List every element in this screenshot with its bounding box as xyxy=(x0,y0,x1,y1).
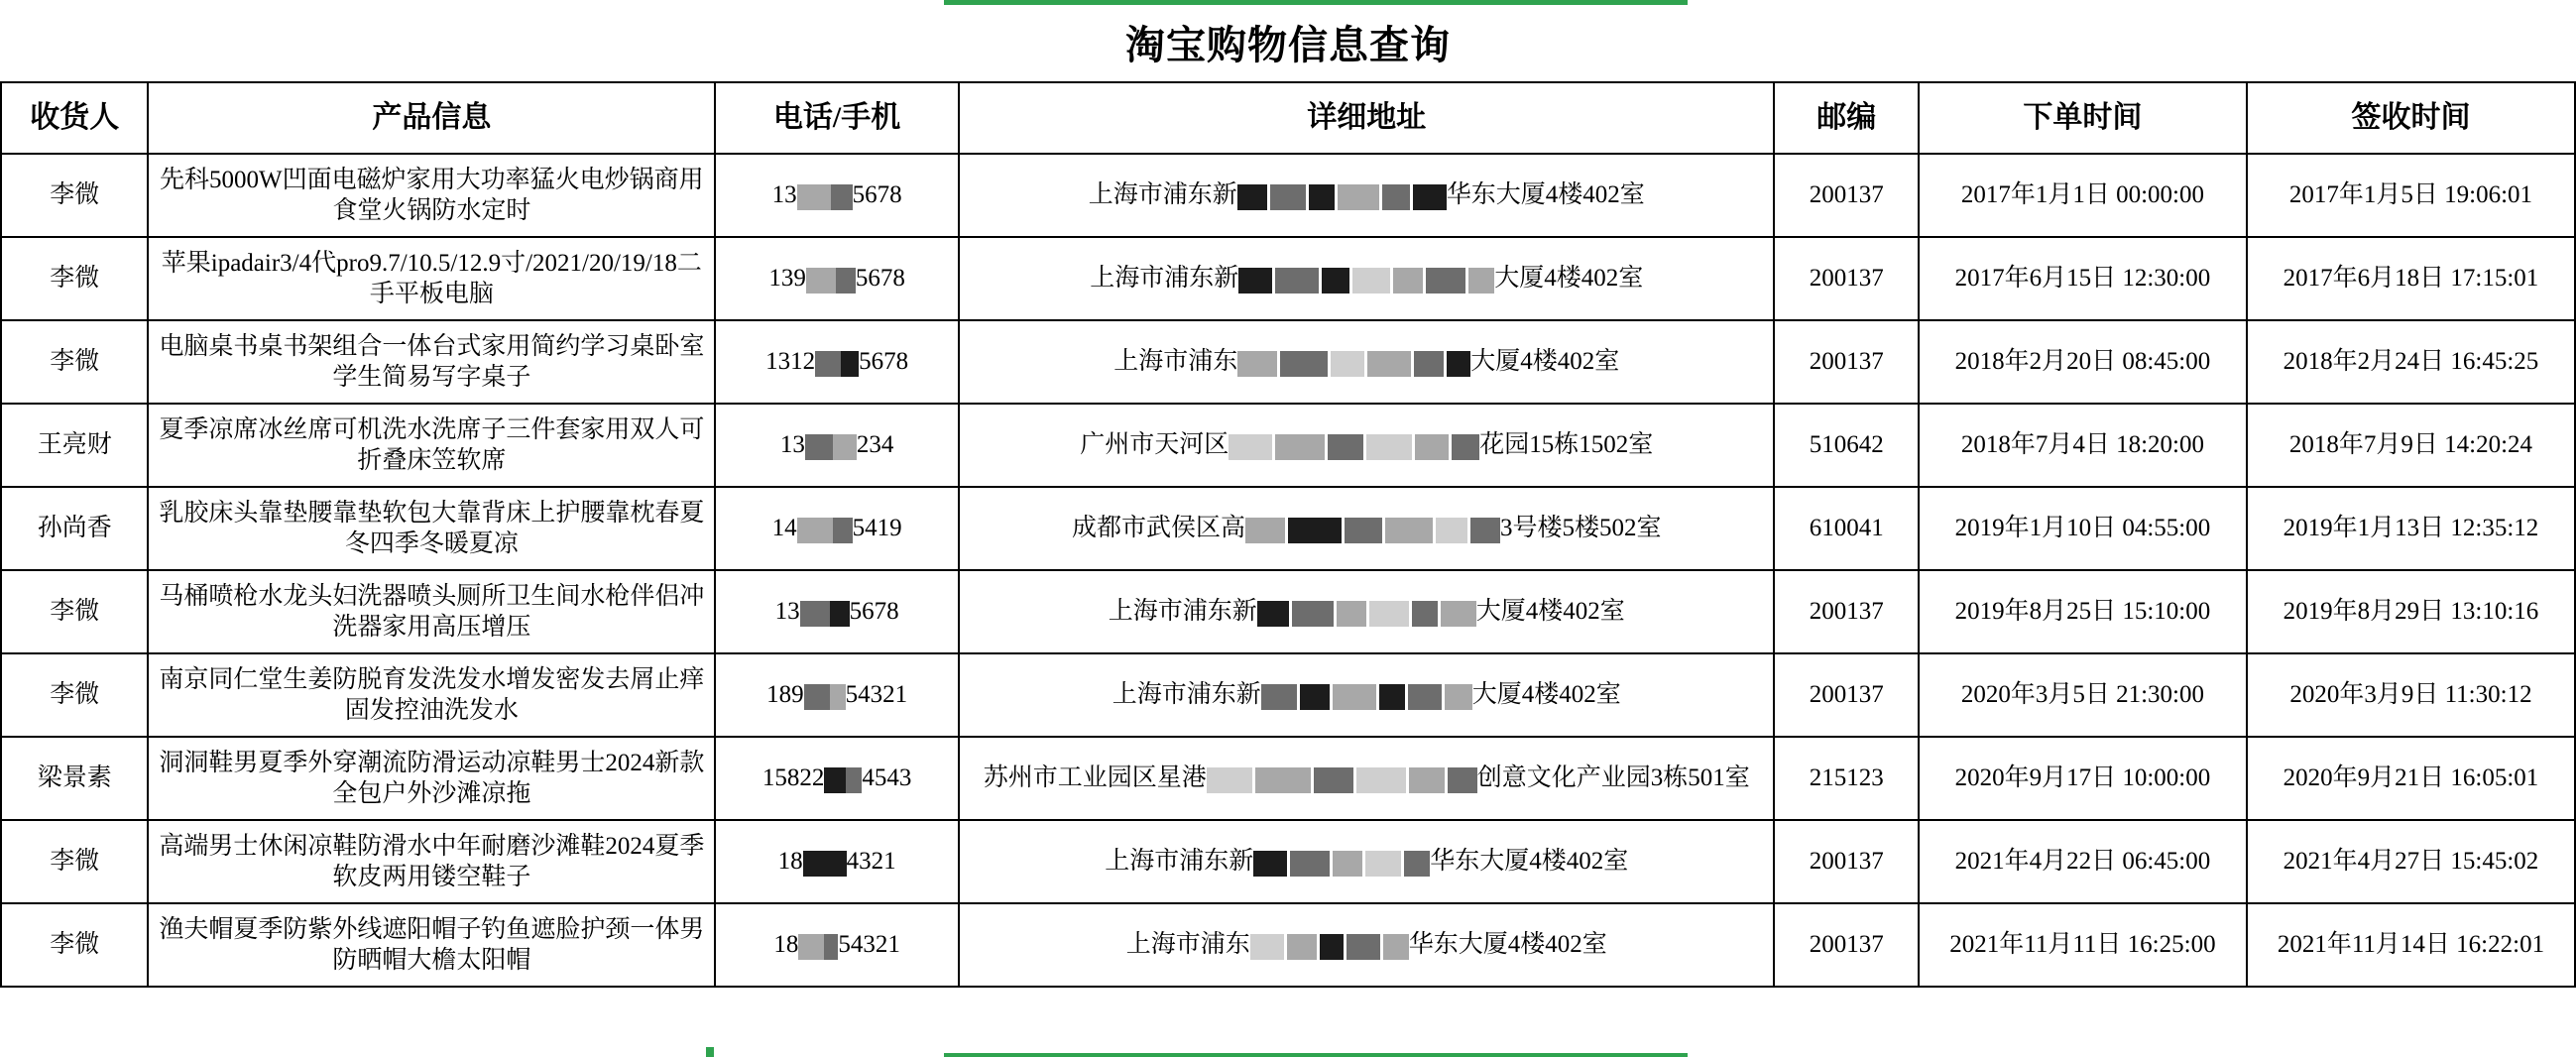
cell-recipient: 李微 xyxy=(1,820,148,903)
address-suffix: 大厦4楼402室 xyxy=(1471,681,1621,709)
cell-order-time: 2018年7月4日 18:20:00 xyxy=(1919,404,2247,487)
redaction-block xyxy=(841,351,859,377)
cell-sign-time: 2020年9月21日 16:05:01 xyxy=(2247,737,2575,820)
address-prefix: 上海市浦东新 xyxy=(1108,598,1257,626)
address-prefix: 广州市天河区 xyxy=(1080,431,1229,459)
redaction-block xyxy=(830,601,850,627)
table-row xyxy=(1,570,2575,653)
cell-zip: 610041 xyxy=(1774,487,1918,570)
address-redaction xyxy=(1257,601,1476,627)
cell-zip: 200137 xyxy=(1774,320,1918,404)
cell-sign-time: 2021年11月14日 16:22:01 xyxy=(2247,903,2575,987)
address-suffix: 大厦4楼402室 xyxy=(1475,598,1625,626)
cell-order-time: 2021年4月22日 06:45:00 xyxy=(1919,820,2247,903)
cell-phone xyxy=(715,154,959,237)
cell-phone xyxy=(715,404,959,487)
column-header-address: 详细地址 xyxy=(959,82,1775,154)
cell-product: 夏季凉席冰丝席可机洗水洗席子三件套家用双人可折叠床笠软席 xyxy=(148,404,715,487)
cell-product: 乳胶床头靠垫腰靠垫软包大靠背床上护腰靠枕春夏冬四季冬暖夏凉 xyxy=(148,487,715,570)
cell-product: 马桶喷枪水龙头妇洗器喷头厕所卫生间水枪伴侣冲洗器家用高压增压 xyxy=(148,570,715,653)
redaction-block xyxy=(824,767,846,793)
cell-phone xyxy=(715,737,959,820)
cell-order-time: 2020年3月5日 21:30:00 xyxy=(1919,653,2247,737)
phone-suffix: 5419 xyxy=(852,515,902,542)
cell-recipient: 李微 xyxy=(1,237,148,320)
cell-order-time: 2021年11月11日 16:25:00 xyxy=(1919,903,2247,987)
redaction-block xyxy=(804,684,830,710)
cell-phone xyxy=(715,237,959,320)
address-redaction xyxy=(1261,684,1472,710)
address-redaction xyxy=(1253,851,1430,877)
cell-zip: 200137 xyxy=(1774,570,1918,653)
address-prefix: 上海市浦东新 xyxy=(1088,181,1237,209)
cell-order-time: 2017年1月1日 00:00:00 xyxy=(1919,154,2247,237)
orders-table xyxy=(0,81,2576,988)
cell-phone xyxy=(715,570,959,653)
cell-zip: 215123 xyxy=(1774,737,1918,820)
column-header-sign-time: 签收时间 xyxy=(2247,82,2575,154)
cell-address xyxy=(959,320,1775,404)
redaction-block xyxy=(798,934,824,960)
cell-address xyxy=(959,903,1775,987)
cell-sign-time: 2021年4月27日 15:45:02 xyxy=(2247,820,2575,903)
table-row xyxy=(1,820,2575,903)
redaction-block xyxy=(830,684,846,710)
cell-phone xyxy=(715,487,959,570)
cell-order-time: 2017年6月15日 12:30:00 xyxy=(1919,237,2247,320)
address-prefix: 上海市浦东新 xyxy=(1105,848,1254,876)
address-suffix: 华东大厦4楼402室 xyxy=(1430,848,1629,876)
bottom-accent-mark xyxy=(706,1047,714,1057)
address-suffix: 花园15栋1502室 xyxy=(1479,431,1654,459)
column-header-product: 产品信息 xyxy=(148,82,715,154)
table-row xyxy=(1,154,2575,237)
address-suffix: 创意文化产业园3栋501室 xyxy=(1476,764,1750,792)
cell-zip: 200137 xyxy=(1774,154,1918,237)
column-header-phone: 电话/手机 xyxy=(715,82,959,154)
cell-order-time: 2019年8月25日 15:10:00 xyxy=(1919,570,2247,653)
redaction-block xyxy=(846,767,862,793)
cell-sign-time: 2018年7月9日 14:20:24 xyxy=(2247,404,2575,487)
cell-order-time: 2019年1月10日 04:55:00 xyxy=(1919,487,2247,570)
cell-address xyxy=(959,570,1775,653)
phone-suffix: 4321 xyxy=(846,848,896,876)
phone-suffix: 5678 xyxy=(855,265,905,293)
table-row xyxy=(1,653,2575,737)
column-header-order-time: 下单时间 xyxy=(1919,82,2247,154)
address-suffix: 3号楼5楼502室 xyxy=(1499,515,1662,542)
column-header-recipient: 收货人 xyxy=(1,82,148,154)
data-table-container xyxy=(0,81,2576,988)
address-prefix: 上海市浦东 xyxy=(1113,348,1238,376)
address-prefix: 苏州市工业园区星港 xyxy=(983,764,1207,792)
cell-recipient: 李微 xyxy=(1,653,148,737)
redaction-block xyxy=(833,518,853,543)
phone-prefix: 13 xyxy=(771,181,797,209)
redaction-block xyxy=(824,934,838,960)
redaction-block xyxy=(805,434,833,460)
table-row xyxy=(1,237,2575,320)
cell-address xyxy=(959,154,1775,237)
table-row xyxy=(1,903,2575,987)
page-title: 淘宝购物信息查询 xyxy=(1125,23,1451,67)
cell-product: 苹果ipadair3/4代pro9.7/10.5/12.9寸/2021/20/19/18二手平板电脑 xyxy=(148,237,715,320)
table-row xyxy=(1,404,2575,487)
cell-recipient: 李微 xyxy=(1,154,148,237)
address-prefix: 上海市浦东新 xyxy=(1090,265,1239,293)
address-suffix: 华东大厦4楼402室 xyxy=(1446,181,1645,209)
cell-address xyxy=(959,820,1775,903)
redaction-block xyxy=(833,434,857,460)
phone-prefix: 15822 xyxy=(761,764,825,792)
cell-sign-time: 2017年1月5日 19:06:01 xyxy=(2247,154,2575,237)
cell-product: 先科5000W凹面电磁炉家用大功率猛火电炒锅商用食堂火锅防水定时 xyxy=(148,154,715,237)
cell-address xyxy=(959,737,1775,820)
phone-prefix: 18 xyxy=(773,931,799,959)
cell-phone xyxy=(715,320,959,404)
address-prefix: 成都市武侯区高 xyxy=(1071,515,1245,542)
address-redaction xyxy=(1250,934,1409,960)
phone-prefix: 13 xyxy=(779,431,805,459)
cell-product: 南京同仁堂生姜防脱育发洗发水增发密发去屑止痒固发控油洗发水 xyxy=(148,653,715,737)
phone-prefix: 18 xyxy=(777,848,803,876)
phone-prefix: 14 xyxy=(771,515,797,542)
table-row xyxy=(1,487,2575,570)
cell-recipient: 李微 xyxy=(1,903,148,987)
cell-recipient: 李微 xyxy=(1,320,148,404)
redaction-block xyxy=(806,268,836,294)
cell-sign-time: 2019年8月29日 13:10:16 xyxy=(2247,570,2575,653)
address-prefix: 上海市浦东 xyxy=(1125,931,1250,959)
phone-suffix: 5678 xyxy=(859,348,909,376)
cell-recipient: 孙尚香 xyxy=(1,487,148,570)
column-header-zip: 邮编 xyxy=(1774,82,1918,154)
phone-suffix: 5678 xyxy=(849,598,899,626)
phone-suffix: 4543 xyxy=(862,764,912,792)
bottom-accent-bar xyxy=(944,1053,1688,1057)
redaction-block xyxy=(797,184,831,210)
table-row xyxy=(1,320,2575,404)
cell-order-time: 2020年9月17日 10:00:00 xyxy=(1919,737,2247,820)
redaction-block xyxy=(797,518,833,543)
cell-zip: 200137 xyxy=(1774,820,1918,903)
cell-sign-time: 2019年1月13日 12:35:12 xyxy=(2247,487,2575,570)
cell-sign-time: 2017年6月18日 17:15:01 xyxy=(2247,237,2575,320)
address-suffix: 大厦4楼402室 xyxy=(1494,265,1644,293)
cell-zip: 200137 xyxy=(1774,237,1918,320)
phone-suffix: 54321 xyxy=(838,931,900,959)
cell-address xyxy=(959,404,1775,487)
address-redaction xyxy=(1238,268,1494,294)
cell-phone xyxy=(715,653,959,737)
cell-zip: 200137 xyxy=(1774,653,1918,737)
top-accent-bar xyxy=(944,0,1688,5)
cell-product: 高端男士休闲凉鞋防滑水中年耐磨沙滩鞋2024夏季软皮两用镂空鞋子 xyxy=(148,820,715,903)
address-suffix: 华东大厦4楼402室 xyxy=(1408,931,1607,959)
cell-address xyxy=(959,237,1775,320)
cell-phone xyxy=(715,820,959,903)
phone-suffix: 5678 xyxy=(852,181,902,209)
redaction-block xyxy=(815,351,841,377)
cell-address xyxy=(959,487,1775,570)
redaction-block xyxy=(831,184,853,210)
redaction-block xyxy=(836,268,856,294)
cell-product: 洞洞鞋男夏季外穿潮流防滑运动凉鞋男士2024新款全包户外沙滩凉拖 xyxy=(148,737,715,820)
cell-product: 电脑桌书桌书架组合一体台式家用简约学习桌卧室学生简易写字桌子 xyxy=(148,320,715,404)
cell-zip: 200137 xyxy=(1774,903,1918,987)
cell-zip: 510642 xyxy=(1774,404,1918,487)
cell-sign-time: 2018年2月24日 16:45:25 xyxy=(2247,320,2575,404)
address-redaction xyxy=(1207,767,1477,793)
cell-phone xyxy=(715,903,959,987)
phone-prefix: 1312 xyxy=(765,348,816,376)
cell-recipient: 梁景素 xyxy=(1,737,148,820)
address-prefix: 上海市浦东新 xyxy=(1112,681,1261,709)
phone-suffix: 54321 xyxy=(845,681,908,709)
address-redaction xyxy=(1245,518,1500,543)
cell-order-time: 2018年2月20日 08:45:00 xyxy=(1919,320,2247,404)
address-redaction xyxy=(1229,434,1479,460)
table-header-row xyxy=(1,82,2575,154)
phone-prefix: 13 xyxy=(774,598,800,626)
cell-address xyxy=(959,653,1775,737)
address-redaction xyxy=(1237,184,1447,210)
cell-recipient: 李微 xyxy=(1,570,148,653)
cell-product: 渔夫帽夏季防紫外线遮阳帽子钓鱼遮脸护颈一体男防晒帽大檐太阳帽 xyxy=(148,903,715,987)
cell-sign-time: 2020年3月9日 11:30:12 xyxy=(2247,653,2575,737)
phone-prefix: 189 xyxy=(766,681,804,709)
cell-recipient: 王亮财 xyxy=(1,404,148,487)
address-suffix: 大厦4楼402室 xyxy=(1470,348,1620,376)
phone-suffix: 234 xyxy=(856,431,894,459)
redaction-block xyxy=(800,601,830,627)
phone-prefix: 139 xyxy=(768,265,806,293)
address-redaction xyxy=(1237,351,1470,377)
table-row xyxy=(1,737,2575,820)
redaction-block xyxy=(803,851,847,877)
